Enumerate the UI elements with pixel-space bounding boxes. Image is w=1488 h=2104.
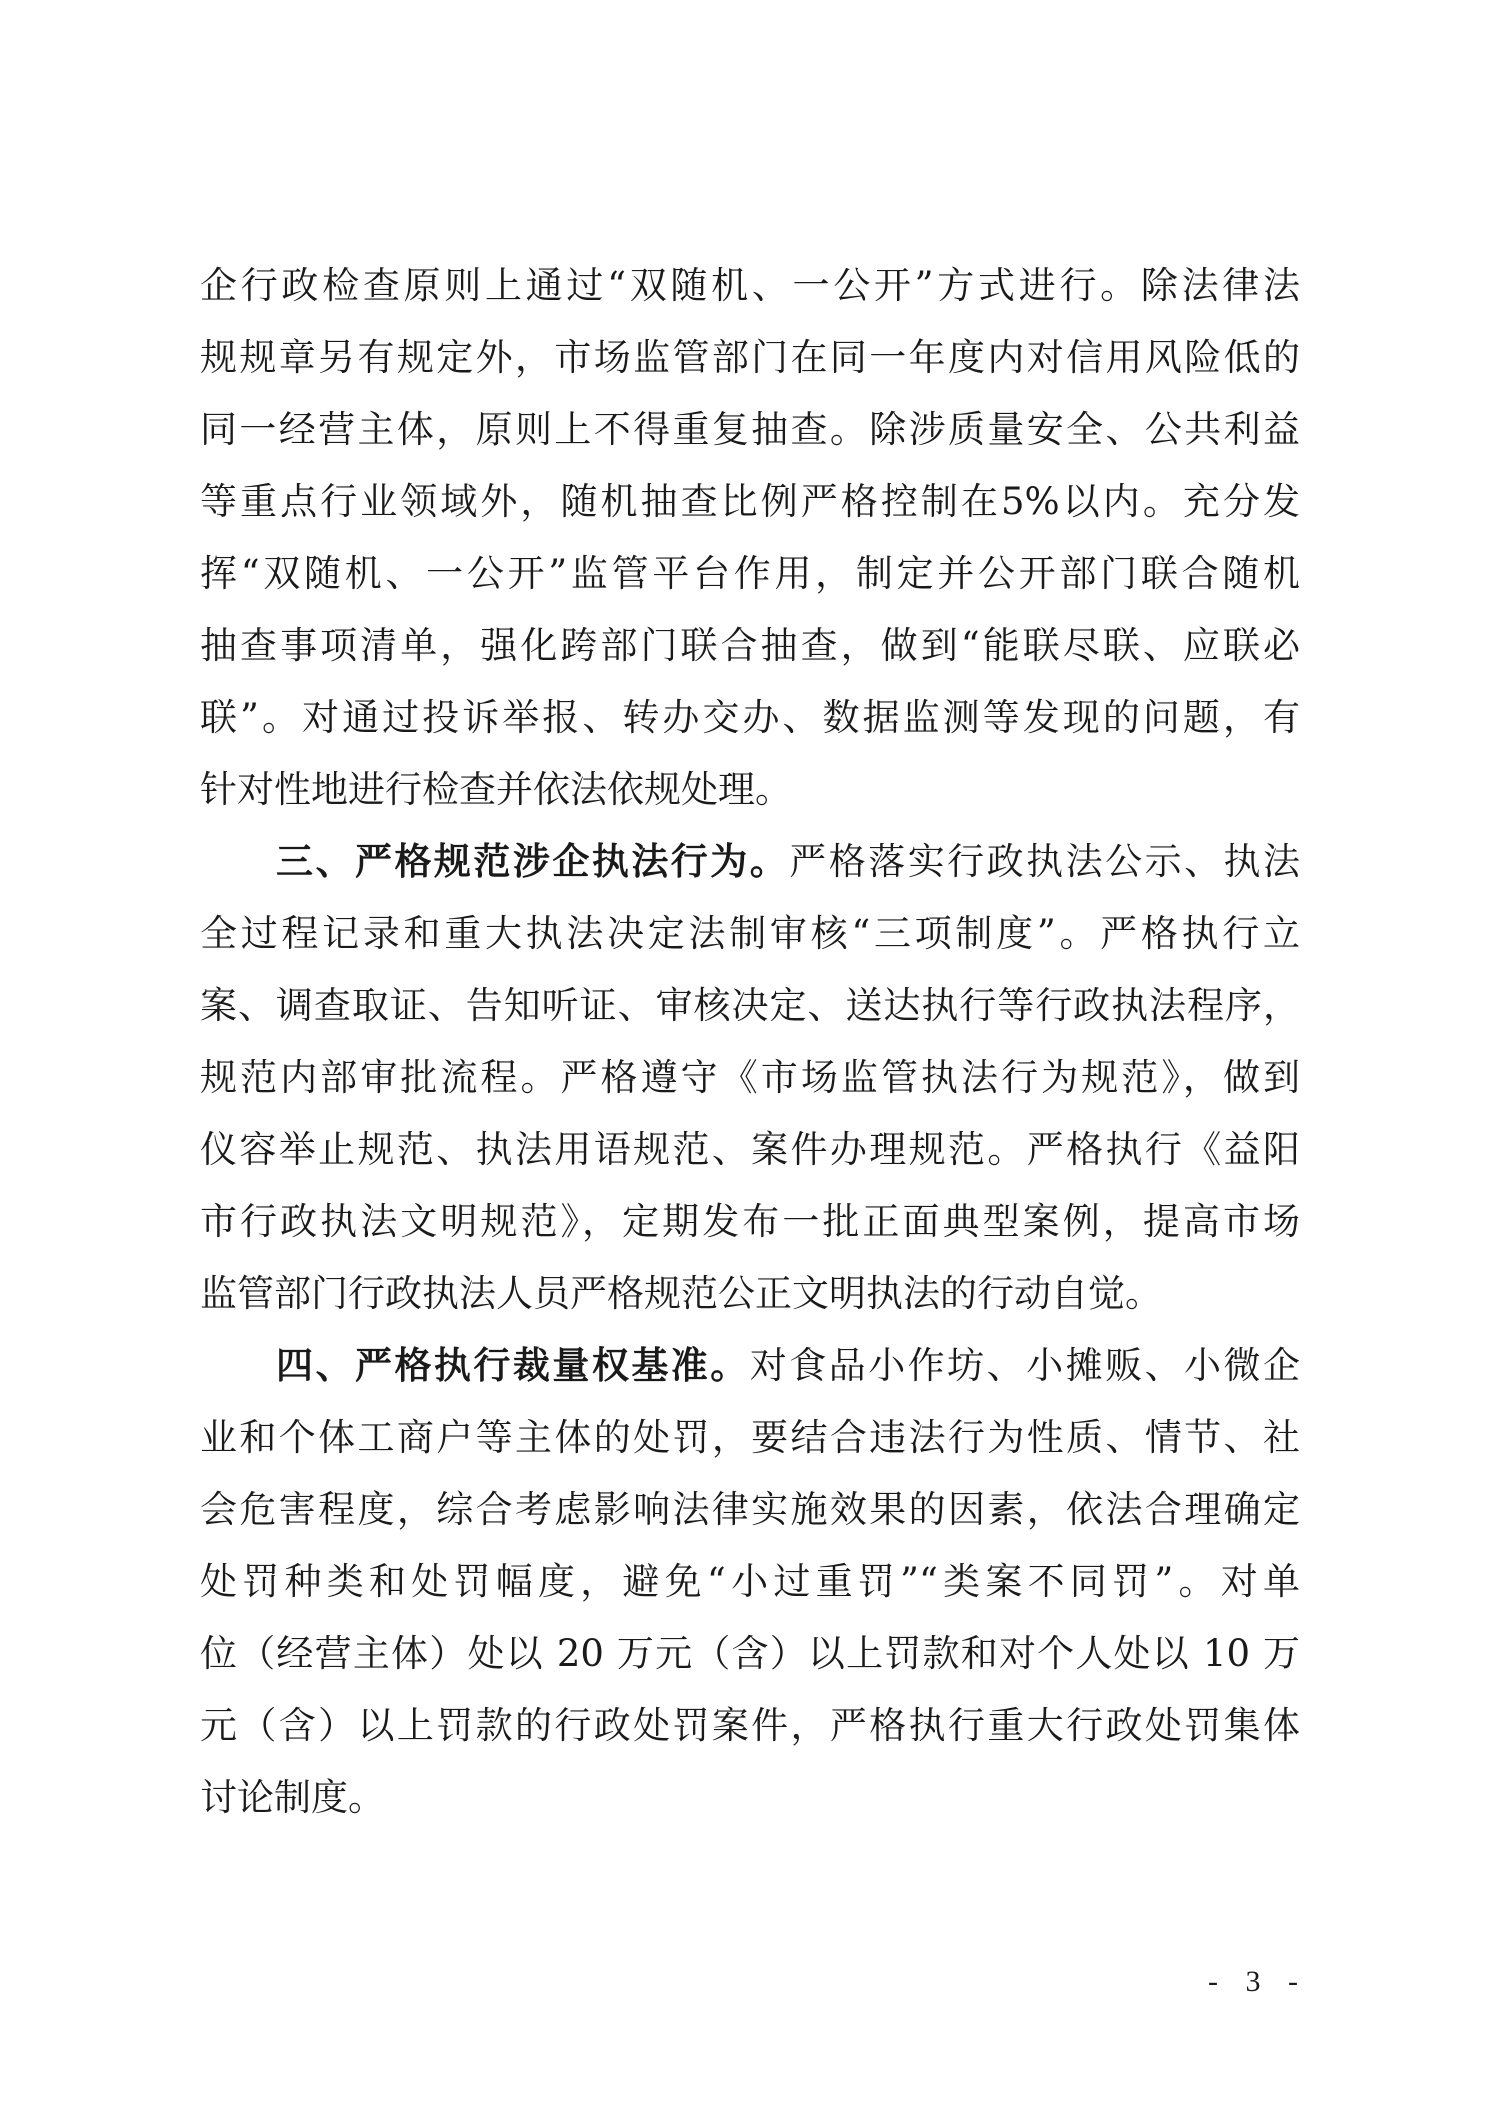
- line-text: 全过程记录和重大执法决定法制审核“三项制度”。严格执行立: [200, 912, 1300, 955]
- line-text: 挥“双随机、一公开”监管平台作用，制定并公开部门联合随机: [200, 552, 1300, 595]
- line-text: 规规章另有规定外，市场监管部门在同一年度内对信用风险低的: [200, 336, 1300, 379]
- line-text: 会危害程度，综合考虑影响法律实施效果的因素，依法合理确定: [200, 1488, 1300, 1531]
- section-heading-3: 三、严格规范涉企执法行为。: [276, 840, 790, 883]
- text-line: [200, 322, 1300, 394]
- line-text: 抽查事项清单，强化跨部门联合抽查，做到“能联尽联、应联必: [200, 624, 1300, 667]
- text-line: [200, 970, 1300, 1042]
- line-text: 规范内部审批流程。严格遵守《市场监管执法行为规范》，做到: [200, 1056, 1300, 1099]
- text-line: [200, 250, 1300, 322]
- text-line: [200, 1546, 1300, 1618]
- text-line: [200, 394, 1300, 466]
- section-heading-line: [200, 826, 1300, 898]
- text-line: [200, 1258, 1300, 1330]
- line-text: 严格落实行政执法公示、执法: [789, 840, 1301, 883]
- page-number: - 3 -: [1208, 1965, 1308, 1998]
- line-text: 案、调查取证、告知听证、审核决定、送达执行等行政执法程序，: [200, 984, 1300, 1027]
- text-line: [200, 682, 1300, 754]
- line-text: 监管部门行政执法人员严格规范公正文明执法的行动自觉。: [200, 1272, 1162, 1315]
- text-line: [200, 1402, 1300, 1474]
- line-text: 同一经营主体，原则上不得重复抽查。除涉质量安全、公共利益: [200, 408, 1300, 451]
- line-text: 对食品小作坊、小摊贩、小微企: [749, 1344, 1301, 1387]
- line-text: 联”。对通过投诉举报、转办交办、数据监测等发现的问题，有: [200, 696, 1300, 739]
- line-text: 讨论制度。: [200, 1776, 385, 1819]
- text-line: [200, 754, 1300, 826]
- text-line: [200, 466, 1300, 538]
- line-text: 位（经营主体）处以 20 万元（含）以上罚款和对个人处以 10 万: [200, 1632, 1300, 1675]
- line-text: 等重点行业领域外，随机抽查比例严格控制在5%以内。充分发: [200, 480, 1300, 523]
- section-heading-line: [200, 1330, 1300, 1402]
- text-line: [200, 1618, 1300, 1690]
- document-body: [200, 250, 1300, 1834]
- line-text: 针对性地进行检查并依法依规处理。: [200, 768, 792, 811]
- text-line: [200, 610, 1300, 682]
- line-text: 处罚种类和处罚幅度，避免“小过重罚”“类案不同罚”。对单: [200, 1560, 1300, 1603]
- line-text: 业和个体工商户等主体的处罚，要结合违法行为性质、情节、社: [200, 1416, 1300, 1459]
- text-line: [200, 1474, 1300, 1546]
- line-text: 仪容举止规范、执法用语规范、案件办理规范。严格执行《益阳: [200, 1128, 1300, 1171]
- section-heading-4: 四、严格执行裁量权基准。: [276, 1344, 750, 1387]
- text-line: [200, 1114, 1300, 1186]
- text-line: [200, 1186, 1300, 1258]
- text-line: [200, 1690, 1300, 1762]
- text-line: [200, 1042, 1300, 1114]
- line-text: 元（含）以上罚款的行政处罚案件，严格执行重大行政处罚集体: [200, 1704, 1300, 1747]
- line-text: 市行政执法文明规范》，定期发布一批正面典型案例，提高市场: [200, 1200, 1300, 1243]
- text-line: [200, 1762, 1300, 1834]
- text-line: [200, 898, 1300, 970]
- line-text: 企行政检查原则上通过“双随机、一公开”方式进行。除法律法: [200, 264, 1300, 307]
- text-line: [200, 538, 1300, 610]
